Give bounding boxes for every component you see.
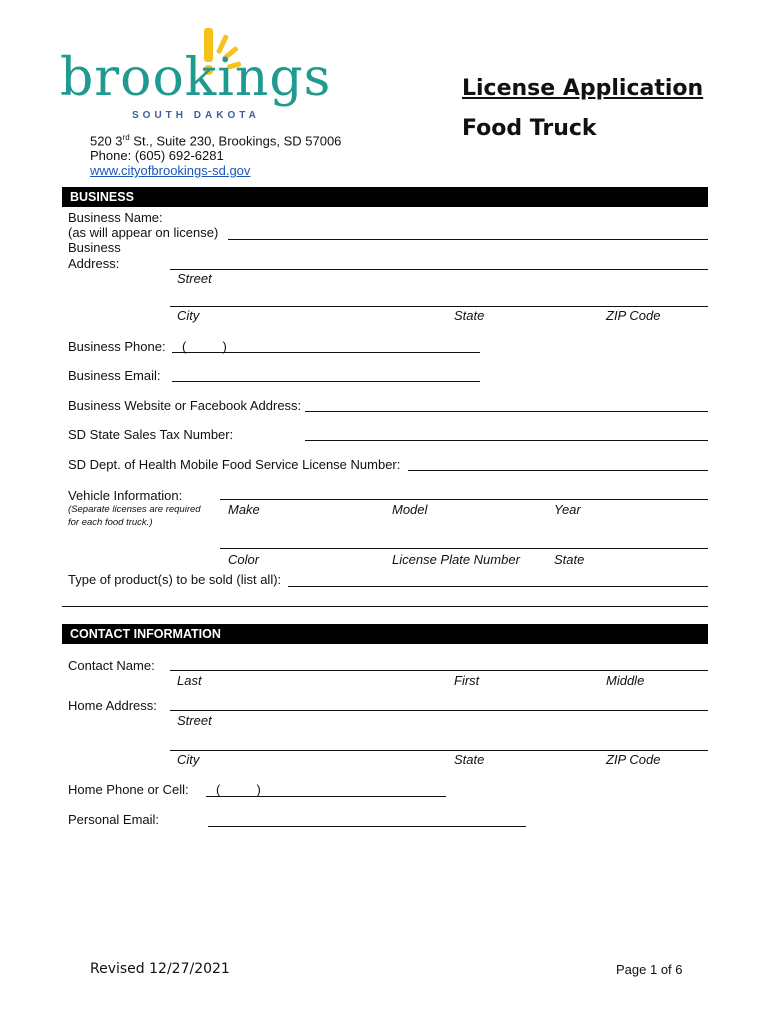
city-caption: City — [177, 308, 200, 323]
phone-area-code: ( ) — [182, 339, 227, 354]
contact-state-caption: State — [454, 752, 485, 767]
personal-email-field[interactable] — [208, 826, 526, 827]
plate-caption: License Plate Number — [392, 552, 520, 567]
color-caption: Color — [228, 552, 260, 567]
vehicle-note-2: for each food truck.) — [68, 517, 153, 528]
business-address-label-2: Address: — [68, 256, 120, 271]
home-address-line1-field[interactable] — [170, 710, 708, 711]
section-header-business: BUSINESS — [62, 187, 708, 207]
street-caption: Street — [177, 271, 212, 286]
home-address-line2-field[interactable] — [170, 750, 708, 751]
personal-email-label: Personal Email: — [68, 812, 160, 827]
city-phone: Phone: (605) 692-6281 — [90, 148, 224, 163]
products-field-2[interactable] — [62, 606, 708, 607]
sales-tax-label: SD State Sales Tax Number: — [68, 427, 234, 442]
revision-date: Revised 12/27/2021 — [90, 961, 230, 977]
contact-name-label: Contact Name: — [68, 658, 155, 673]
business-phone-label: Business Phone: — [68, 339, 166, 354]
health-license-field[interactable] — [408, 470, 708, 471]
city-website-link[interactable]: www.cityofbrookings-sd.gov — [90, 163, 251, 178]
vehicle-line1-field[interactable] — [220, 499, 708, 500]
last-caption: Last — [177, 673, 202, 688]
products-label: Type of product(s) to be sold (list all): — [68, 572, 282, 587]
business-name-sublabel: (as will appear on license) — [68, 225, 219, 240]
products-field[interactable] — [288, 586, 708, 587]
vehicle-line2-field[interactable] — [220, 548, 708, 549]
vehicle-note: (Separate licenses are required — [68, 504, 201, 515]
first-caption: First — [454, 673, 480, 688]
business-website-field[interactable] — [305, 411, 708, 412]
business-address-line2-field[interactable] — [170, 306, 708, 307]
zip-caption: ZIP Code — [606, 308, 661, 323]
health-license-label: SD Dept. of Health Mobile Food Service License Number: — [68, 457, 401, 472]
logo-subtitle: SOUTH DAKOTA — [132, 110, 260, 121]
business-name-label: Business Name: — [68, 210, 163, 225]
home-phone-area-code: ( ) — [216, 782, 261, 797]
contact-city-caption: City — [177, 752, 200, 767]
make-caption: Make — [228, 502, 260, 517]
state-caption: State — [454, 308, 485, 323]
business-address-label: Business — [68, 240, 121, 255]
page-subtitle: Food Truck — [462, 116, 597, 141]
business-address-line1-field[interactable] — [170, 269, 708, 270]
year-caption: Year — [554, 502, 581, 517]
address-superscript: rd — [122, 133, 130, 142]
model-caption: Model — [392, 502, 428, 517]
contact-street-caption: Street — [177, 713, 212, 728]
page-title: License Application — [462, 76, 704, 101]
business-website-label: Business Website or Facebook Address: — [68, 398, 302, 413]
home-address-label: Home Address: — [68, 698, 157, 713]
sales-tax-field[interactable] — [305, 440, 708, 441]
business-email-field[interactable] — [172, 381, 480, 382]
logo-wordmark: brookings — [60, 48, 332, 108]
address-text: 520 3 — [90, 133, 123, 149]
middle-caption: Middle — [606, 673, 645, 688]
address-text-rest: St., Suite 230, Brookings, SD 57006 — [129, 133, 342, 149]
contact-zip-caption: ZIP Code — [606, 752, 661, 767]
business-name-field[interactable] — [228, 239, 708, 240]
vehicle-state-caption: State — [554, 552, 585, 567]
home-phone-field[interactable] — [206, 796, 446, 797]
business-email-label: Business Email: — [68, 368, 161, 383]
vehicle-info-label: Vehicle Information: — [68, 488, 183, 503]
page-number: Page 1 of 6 — [616, 962, 683, 977]
business-phone-field[interactable] — [172, 352, 480, 353]
contact-name-field[interactable] — [170, 670, 708, 671]
home-phone-label: Home Phone or Cell: — [68, 782, 189, 797]
section-header-contact: CONTACT INFORMATION — [62, 624, 708, 644]
city-address — [90, 133, 341, 148]
